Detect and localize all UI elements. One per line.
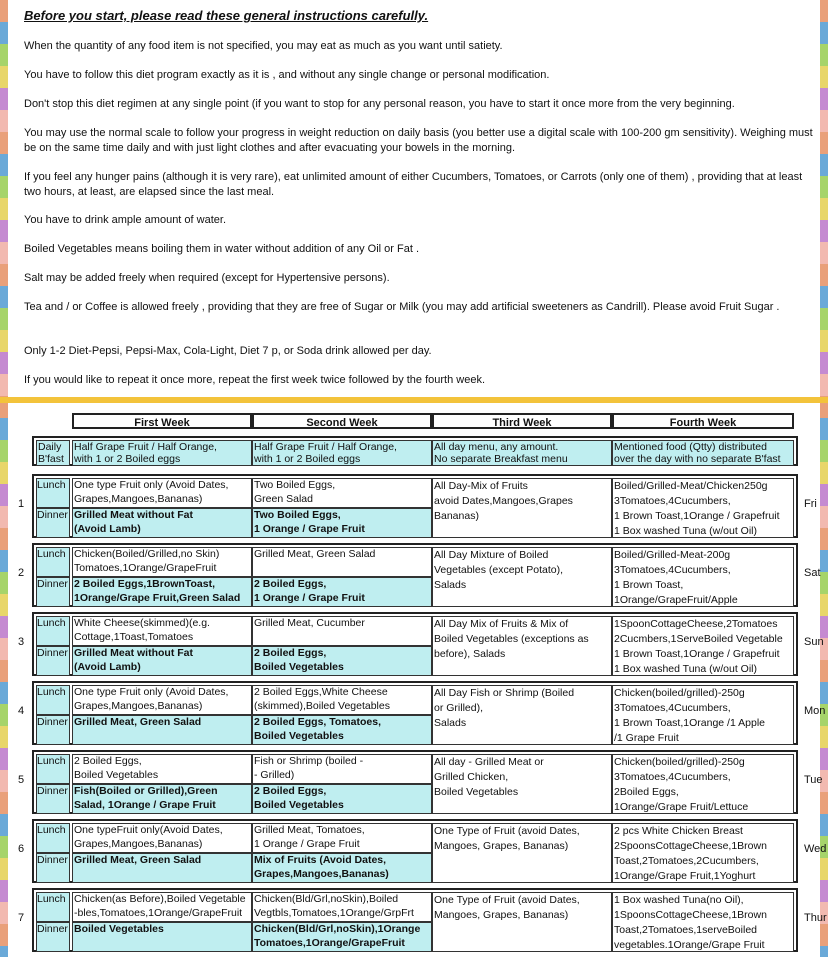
week2-lunch: Chicken(Bld/Grl,noSkin),Boiled Vegtbls,Tomatoes,1Orange/GrpFrt (252, 892, 432, 922)
instruction-item: If you would like to repeat it once more, repeat the first week twice followed by the fourth week. (24, 374, 486, 386)
day-number: 2 (18, 567, 25, 579)
week4-all-day: 2 pcs White Chicken Breast 2SpoonsCottageCheese,1Brown Toast,2Tomatoes,2Cucumbers, 1Orange/Grape Fruit,1Yoghurt (612, 823, 794, 883)
lunch-label: Lunch (36, 547, 70, 577)
dinner-label: Dinner (36, 784, 70, 814)
week4-all-day: Chicken(boiled/grilled)-250g 3Tomatoes,4Cucumbers, 2Boiled Eggs, 1Orange/Grape Fruit/Lettuce (612, 754, 794, 814)
day-block (18, 474, 817, 538)
week1-lunch: One typeFruit only(Avoid Dates, Grapes,Mangoes,Bananas) (72, 823, 252, 853)
dinner-label: Dinner (36, 922, 70, 952)
day-block (18, 750, 823, 814)
breakfast-label: Daily B'fast (36, 440, 70, 466)
week1-lunch: White Cheese(skimmed)(e.g. Cottage,1Toast,Tomatoes (72, 616, 252, 646)
day-number: 7 (18, 912, 25, 924)
week2-lunch: Grilled Meat, Tomatoes, 1 Orange / Grape Fruit (252, 823, 432, 853)
week2-dinner: 2 Boiled Eggs, Boiled Vegetables (252, 784, 432, 814)
week1-dinner: 2 Boiled Eggs,1BrownToast, 1Orange/Grape Fruit,Green Salad (72, 577, 252, 607)
day-number: 3 (18, 636, 25, 648)
day-block (18, 543, 821, 607)
day-block (18, 681, 826, 745)
week3-all-day: All Day Mix of Fruits & Mix of Boiled Vegetables (exceptions as before), Salads (432, 616, 612, 676)
day-number: 5 (18, 774, 25, 786)
weekday-label: Tue (804, 774, 823, 786)
instructions-heading: Before you start, please read these general instructions carefully. (24, 8, 429, 23)
diet-table (8, 403, 827, 957)
day-block (18, 819, 827, 883)
breakfast-week-4: Mentioned food (Qtty) distributed over the day with no separate B'fast (612, 440, 794, 466)
week3-all-day: All Day-Mix of Fruits avoid Dates,Mangoes,Grapes Bananas) (432, 478, 612, 538)
lunch-label: Lunch (36, 823, 70, 853)
week2-dinner: 2 Boiled Eggs, 1 Orange / Grape Fruit (252, 577, 432, 607)
breakfast-row (32, 436, 798, 466)
breakfast-week-1: Half Grape Fruit / Half Orange, with 1 or 2 Boiled eggs (72, 440, 252, 466)
weekday-label: Mon (804, 705, 826, 717)
week2-lunch: 2 Boiled Eggs,White Cheese (skimmed),Boiled Vegetables (252, 685, 432, 715)
instruction-item: If you feel any hunger pains (although it is very rare), eat unlimited amount of either Cucumbers, Tomatoes, or Carrots (only one of them) , providing that at least two hours, at least, are elapsed since the last meal. (24, 171, 803, 198)
week2-dinner: Two Boiled Eggs, 1 Orange / Grape Fruit (252, 508, 432, 538)
day-block (18, 612, 824, 676)
week1-dinner: Grilled Meat without Fat (Avoid Lamb) (72, 508, 252, 538)
lunch-label: Lunch (36, 892, 70, 922)
lunch-label: Lunch (36, 478, 70, 508)
diet-table-panel (8, 403, 827, 957)
day-number: 6 (18, 843, 25, 855)
week2-lunch: Grilled Meat, Green Salad (252, 547, 432, 577)
weekday-label: Sat (804, 567, 821, 579)
header-week-4: Fourth Week (612, 413, 794, 429)
instruction-item: When the quantity of any food item is not specified, you may eat as much as you want until satiety. (24, 40, 503, 52)
instruction-item: Salt may be added freely when required (except for Hypertensive persons). (24, 272, 390, 284)
week4-all-day: Boiled/Grilled-Meat/Chicken250g 3Tomatoes,4Cucumbers, 1 Brown Toast,1Orange / Grapefruit 1 Box washed Tuna (w/out Oil) (612, 478, 794, 538)
weekday-label: Wed (804, 843, 827, 855)
week1-lunch: Chicken(as Before),Boiled Vegetable -bles,Tomatoes,1Orange/GrapeFruit (72, 892, 252, 922)
header-week-1: First Week (72, 413, 252, 429)
week2-lunch: Fish or Shrimp (boiled - - Grilled) (252, 754, 432, 784)
week2-lunch: Two Boiled Eggs, Green Salad (252, 478, 432, 508)
week4-all-day: 1 Box washed Tuna(no Oil), 1SpoonsCottageCheese,1Brown Toast,2Tomatoes,1serveBoiled vegetables.1Orange/Grape Fruit (612, 892, 794, 952)
week1-dinner: Boiled Vegetables (72, 922, 252, 952)
week1-lunch: 2 Boiled Eggs, Boiled Vegetables (72, 754, 252, 784)
week1-lunch: One type Fruit only (Avoid Dates, Grapes,Mangoes,Bananas) (72, 478, 252, 508)
day-block (18, 888, 827, 952)
week3-all-day: All Day Fish or Shrimp (Boiled or Grilled), Salads (432, 685, 612, 745)
day-number: 4 (18, 705, 25, 717)
week1-dinner: Grilled Meat without Fat (Avoid Lamb) (72, 646, 252, 676)
header-week-3: Third Week (432, 413, 612, 429)
dinner-label: Dinner (36, 715, 70, 745)
instruction-item: Tea and / or Coffee is allowed freely , providing that they are free of Sugar or Milk (you may add artificial sweeteners as Candrill). Please avoid Fruit Sugar . (24, 301, 780, 313)
week1-dinner: Grilled Meat, Green Salad (72, 853, 252, 883)
weekday-label: Sun (804, 636, 824, 648)
week3-all-day: All day - Grilled Meat or Grilled Chicken, Boiled Vegetables (432, 754, 612, 814)
instruction-item: You have to follow this diet program exactly as it is , and without any single change or personal modification. (24, 69, 550, 81)
week4-all-day: Chicken(boiled/grilled)-250g 3Tomatoes,4Cucumbers, 1 Brown Toast,1Orange /1 Apple /1 Grape Fruit (612, 685, 794, 745)
week4-all-day: 1SpoonCottageCheese,2Tomatoes 2Cucmbers,1ServeBoiled Vegetable 1 Brown Toast,1Orange / Grapefruit 1 Box washed Tuna (w/out Oil) (612, 616, 794, 676)
dinner-label: Dinner (36, 508, 70, 538)
instruction-item: You have to drink ample amount of water. (24, 214, 226, 226)
week2-lunch: Grilled Meat, Cucumber (252, 616, 432, 646)
instruction-item: Only 1-2 Diet-Pepsi, Pepsi-Max, Cola-Light, Diet 7 p, or Soda drink allowed per day. (24, 345, 432, 357)
week1-dinner: Fish(Boiled or Grilled),Green Salad, 1Orange / Grape Fruit (72, 784, 252, 814)
week1-dinner: Grilled Meat, Green Salad (72, 715, 252, 745)
instruction-item: Boiled Vegetables means boiling them in water without addition of any Oil or Fat . (24, 243, 420, 255)
lunch-label: Lunch (36, 616, 70, 646)
dinner-label: Dinner (36, 646, 70, 676)
instructions-panel (8, 0, 820, 397)
week2-dinner: 2 Boiled Eggs, Tomatoes, Boiled Vegetables (252, 715, 432, 745)
instruction-item: Don't stop this diet regimen at any single point (if you want to stop for any personal reason, you have to start it once more from the very beginning. (24, 98, 735, 110)
week3-all-day: One Type of Fruit (avoid Dates, Mangoes, Grapes, Bananas) (432, 823, 612, 883)
week3-all-day: One Type of Fruit (avoid Dates, Mangoes, Grapes, Bananas) (432, 892, 612, 952)
dinner-label: Dinner (36, 853, 70, 883)
breakfast-week-3: All day menu, any amount. No separate Breakfast menu (432, 440, 612, 466)
weekday-label: Fri (804, 498, 817, 510)
lunch-label: Lunch (36, 754, 70, 784)
weekday-label: Thur (804, 912, 827, 924)
lunch-label: Lunch (36, 685, 70, 715)
week1-lunch: Chicken(Boiled/Grilled,no Skin) Tomatoes,1Orange/GrapeFruit (72, 547, 252, 577)
week2-dinner: Chicken(Bld/Grl,noSkin),1Orange Tomatoes,1Orange/GrapeFruit (252, 922, 432, 952)
instruction-item: You may use the normal scale to follow your progress in weight reduction on daily basis (you better use a digital scale with 100-200 gm sensitivity). Weighing must be on the same time daily and with just light clothes and after evacuating your bowels in the morning. (24, 127, 813, 154)
breakfast-week-2: Half Grape Fruit / Half Orange, with 1 or 2 Boiled eggs (252, 440, 432, 466)
day-number: 1 (18, 498, 25, 510)
week2-dinner: Mix of Fruits (Avoid Dates, Grapes,Mangoes,Bananas) (252, 853, 432, 883)
week4-all-day: Boiled/Grilled-Meat-200g 3Tomatoes,4Cucumbers, 1 Brown Toast, 1Orange/GrapeFruit/Apple (612, 547, 794, 607)
dinner-label: Dinner (36, 577, 70, 607)
week1-lunch: One type Fruit only (Avoid Dates, Grapes,Mangoes,Bananas) (72, 685, 252, 715)
header-week-2: Second Week (252, 413, 432, 429)
week3-all-day: All Day Mixture of Boiled Vegetables (except Potato), Salads (432, 547, 612, 607)
week2-dinner: 2 Boiled Eggs, Boiled Vegetables (252, 646, 432, 676)
